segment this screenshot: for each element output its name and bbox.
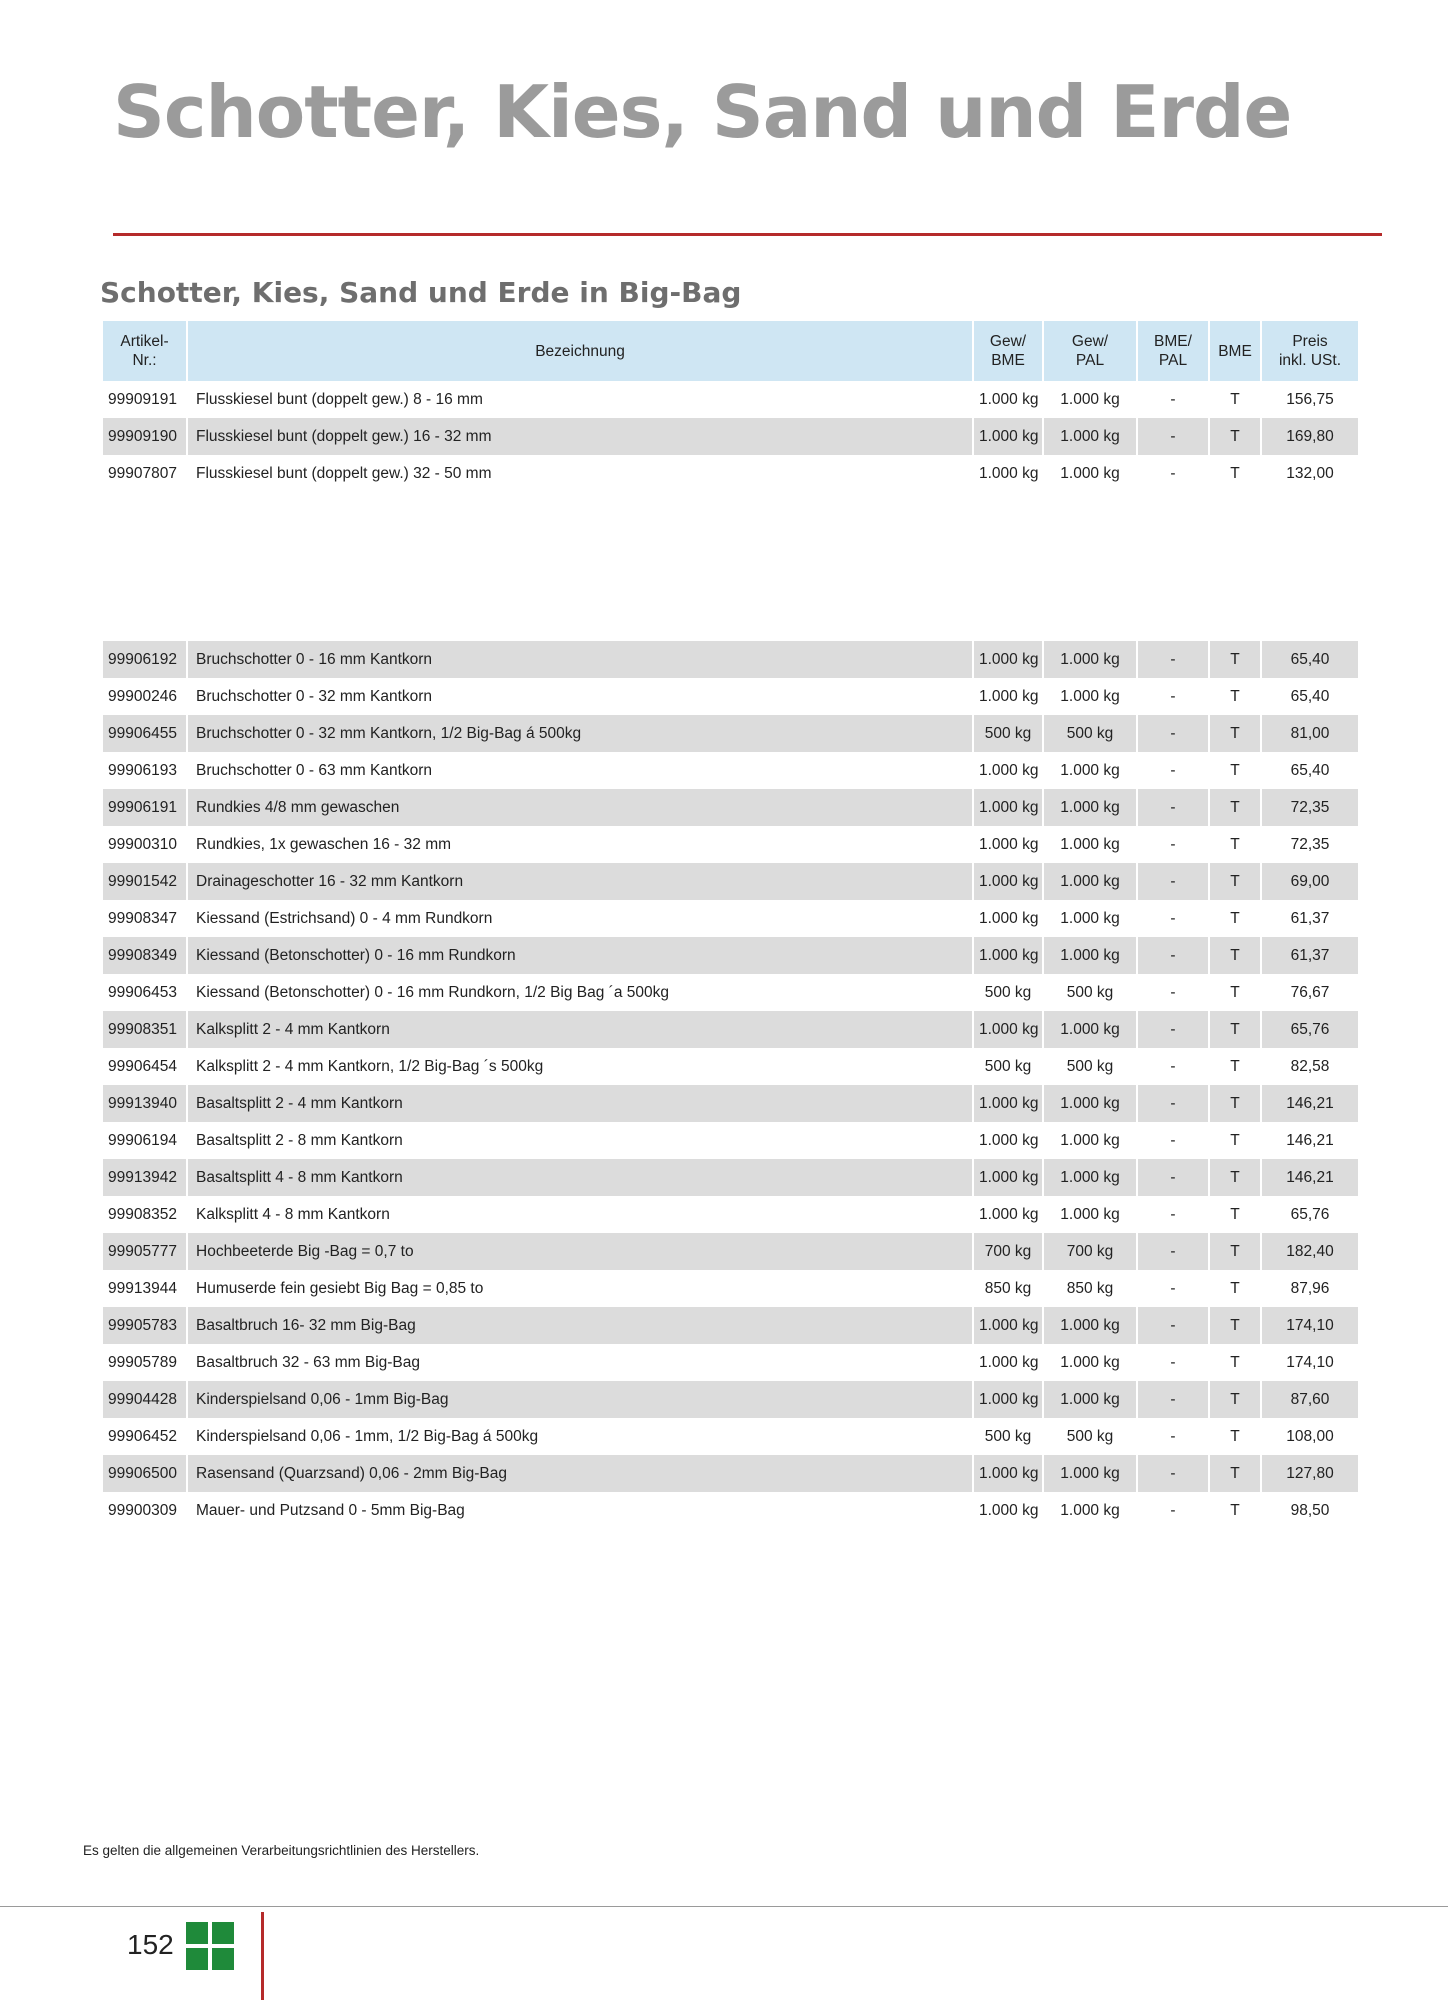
cell-bme: T <box>1209 1381 1261 1418</box>
footer-accent-line <box>261 1912 264 2000</box>
cell-bme: T <box>1209 1085 1261 1122</box>
cell-gew-pal: 500 kg <box>1043 1048 1137 1085</box>
cell-bme: T <box>1209 1270 1261 1307</box>
cell-artikel-nr: 99913944 <box>103 1270 187 1307</box>
cell-gew-bme: 1.000 kg <box>973 1159 1043 1196</box>
cell-bme-pal: - <box>1137 752 1209 789</box>
cell-bezeichnung: Drainageschotter 16 - 32 mm Kantkorn <box>187 863 973 900</box>
cell-preis: 61,37 <box>1261 937 1359 974</box>
footnote: Es gelten die allgemeinen Verarbeitungsrichtlinien des Herstellers. <box>83 1843 480 1858</box>
table-row <box>103 1233 1359 1270</box>
table-row <box>103 1270 1359 1307</box>
table-row <box>103 900 1359 937</box>
cell-preis: 82,58 <box>1261 1048 1359 1085</box>
cell-bezeichnung: Bruchschotter 0 - 32 mm Kantkorn, 1/2 Big-Bag á 500kg <box>187 715 973 752</box>
table-row <box>103 381 1359 418</box>
cell-gew-bme: 1.000 kg <box>973 1344 1043 1381</box>
cell-bezeichnung: Bruchschotter 0 - 16 mm Kantkorn <box>187 641 973 678</box>
cell-artikel-nr: 99908347 <box>103 900 187 937</box>
cell-bme: T <box>1209 1233 1261 1270</box>
cell-bme: T <box>1209 974 1261 1011</box>
cell-gew-bme: 850 kg <box>973 1270 1043 1307</box>
cell-preis: 65,76 <box>1261 1011 1359 1048</box>
cell-artikel-nr: 99905783 <box>103 1307 187 1344</box>
cell-bme-pal: - <box>1137 1344 1209 1381</box>
table-row <box>103 863 1359 900</box>
table-header-row <box>103 321 1359 381</box>
cell-bezeichnung: Kiessand (Betonschotter) 0 - 16 mm Rundkorn, 1/2 Big Bag ´a 500kg <box>187 974 973 1011</box>
cell-bezeichnung: Humuserde fein gesiebt Big Bag = 0,85 to <box>187 1270 973 1307</box>
cell-bezeichnung: Rundkies 4/8 mm gewaschen <box>187 789 973 826</box>
cell-bezeichnung: Bruchschotter 0 - 32 mm Kantkorn <box>187 678 973 715</box>
cell-gew-bme: 1.000 kg <box>973 455 1043 492</box>
cell-bme-pal: - <box>1137 1455 1209 1492</box>
cell-artikel-nr: 99908351 <box>103 1011 187 1048</box>
table-row <box>103 752 1359 789</box>
cell-preis: 87,96 <box>1261 1270 1359 1307</box>
cell-bme-pal: - <box>1137 418 1209 455</box>
cell-bme-pal: - <box>1137 381 1209 418</box>
cell-bme-pal: - <box>1137 641 1209 678</box>
cell-preis: 174,10 <box>1261 1344 1359 1381</box>
table-row <box>103 418 1359 455</box>
cell-preis: 174,10 <box>1261 1307 1359 1344</box>
table-row <box>103 1344 1359 1381</box>
cell-bme-pal: - <box>1137 1307 1209 1344</box>
cell-artikel-nr: 99904428 <box>103 1381 187 1418</box>
table-row <box>103 937 1359 974</box>
table-row <box>103 1418 1359 1455</box>
cell-gew-pal: 1.000 kg <box>1043 381 1137 418</box>
cell-bme: T <box>1209 418 1261 455</box>
cell-gew-pal: 1.000 kg <box>1043 678 1137 715</box>
cell-artikel-nr: 99908349 <box>103 937 187 974</box>
cell-bezeichnung: Basaltsplitt 2 - 4 mm Kantkorn <box>187 1085 973 1122</box>
cell-gew-pal: 1.000 kg <box>1043 752 1137 789</box>
cell-gew-pal: 850 kg <box>1043 1270 1137 1307</box>
cell-bezeichnung: Kiessand (Betonschotter) 0 - 16 mm Rundkorn <box>187 937 973 974</box>
table-row <box>103 1122 1359 1159</box>
table-row <box>103 1455 1359 1492</box>
header-artikel-nr: Artikel- Nr.: <box>103 321 187 381</box>
cell-gew-pal: 1.000 kg <box>1043 1344 1137 1381</box>
cell-bme: T <box>1209 826 1261 863</box>
cell-preis: 169,80 <box>1261 418 1359 455</box>
page-title: Schotter, Kies, Sand und Erde <box>113 70 1292 154</box>
cell-bezeichnung: Flusskiesel bunt (doppelt gew.) 32 - 50 mm <box>187 455 973 492</box>
table-row <box>103 455 1359 492</box>
table-row <box>103 1011 1359 1048</box>
cell-bme: T <box>1209 863 1261 900</box>
cell-preis: 156,75 <box>1261 381 1359 418</box>
cell-bme: T <box>1209 455 1261 492</box>
cell-bme: T <box>1209 752 1261 789</box>
cell-artikel-nr: 99913942 <box>103 1159 187 1196</box>
cell-bme-pal: - <box>1137 1233 1209 1270</box>
cell-gew-bme: 1.000 kg <box>973 1455 1043 1492</box>
header-preis: Preis inkl. USt. <box>1261 321 1359 381</box>
cell-bme-pal: - <box>1137 1381 1209 1418</box>
cell-bme: T <box>1209 900 1261 937</box>
cell-artikel-nr: 99900310 <box>103 826 187 863</box>
cell-bme: T <box>1209 1455 1261 1492</box>
cell-bme: T <box>1209 1048 1261 1085</box>
cell-bezeichnung: Kinderspielsand 0,06 - 1mm Big-Bag <box>187 1381 973 1418</box>
cell-bezeichnung: Rasensand (Quarzsand) 0,06 - 2mm Big-Bag <box>187 1455 973 1492</box>
table-row <box>103 826 1359 863</box>
cell-bme-pal: - <box>1137 974 1209 1011</box>
cell-gew-pal: 1.000 kg <box>1043 1196 1137 1233</box>
cell-artikel-nr: 99906452 <box>103 1418 187 1455</box>
table-row <box>103 1048 1359 1085</box>
cell-bme: T <box>1209 937 1261 974</box>
cell-gew-pal: 500 kg <box>1043 974 1137 1011</box>
section-title: Schotter, Kies, Sand und Erde in Big-Bag <box>100 276 742 309</box>
cell-artikel-nr: 99913940 <box>103 1085 187 1122</box>
table-row <box>103 974 1359 1011</box>
cell-bezeichnung: Basaltbruch 32 - 63 mm Big-Bag <box>187 1344 973 1381</box>
cell-bme-pal: - <box>1137 1011 1209 1048</box>
cell-bme: T <box>1209 1344 1261 1381</box>
cell-bezeichnung: Flusskiesel bunt (doppelt gew.) 8 - 16 mm <box>187 381 973 418</box>
cell-preis: 76,67 <box>1261 974 1359 1011</box>
cell-bme-pal: - <box>1137 1048 1209 1085</box>
cell-artikel-nr: 99905777 <box>103 1233 187 1270</box>
table-row <box>103 1381 1359 1418</box>
cell-gew-pal: 1.000 kg <box>1043 1455 1137 1492</box>
cell-preis: 69,00 <box>1261 863 1359 900</box>
cell-artikel-nr: 99906454 <box>103 1048 187 1085</box>
cell-gew-pal: 500 kg <box>1043 1418 1137 1455</box>
cell-gew-pal: 1.000 kg <box>1043 1011 1137 1048</box>
cell-preis: 87,60 <box>1261 1381 1359 1418</box>
table-row <box>103 1159 1359 1196</box>
cell-bezeichnung: Rundkies, 1x gewaschen 16 - 32 mm <box>187 826 973 863</box>
cell-bme-pal: - <box>1137 1196 1209 1233</box>
table-row <box>103 789 1359 826</box>
cell-preis: 65,40 <box>1261 641 1359 678</box>
cell-bezeichnung: Basaltsplitt 4 - 8 mm Kantkorn <box>187 1159 973 1196</box>
cell-preis: 81,00 <box>1261 715 1359 752</box>
cell-gew-bme: 1.000 kg <box>973 826 1043 863</box>
product-table-flusskiesel <box>103 321 1360 492</box>
table-row <box>103 1307 1359 1344</box>
cell-bezeichnung: Bruchschotter 0 - 63 mm Kantkorn <box>187 752 973 789</box>
cell-preis: 65,76 <box>1261 1196 1359 1233</box>
cell-artikel-nr: 99906453 <box>103 974 187 1011</box>
cell-gew-bme: 1.000 kg <box>973 752 1043 789</box>
cell-bme-pal: - <box>1137 1418 1209 1455</box>
cell-bezeichnung: Basaltsplitt 2 - 8 mm Kantkorn <box>187 1122 973 1159</box>
header-bme: BME <box>1209 321 1261 381</box>
table-row <box>103 1196 1359 1233</box>
cell-preis: 146,21 <box>1261 1122 1359 1159</box>
title-divider <box>113 233 1382 236</box>
cell-artikel-nr: 99906192 <box>103 641 187 678</box>
cell-bme-pal: - <box>1137 1270 1209 1307</box>
cell-gew-bme: 1.000 kg <box>973 1085 1043 1122</box>
cell-preis: 127,80 <box>1261 1455 1359 1492</box>
header-gew-bme: Gew/ BME <box>973 321 1043 381</box>
cell-bme-pal: - <box>1137 715 1209 752</box>
cell-bezeichnung: Kiessand (Estrichsand) 0 - 4 mm Rundkorn <box>187 900 973 937</box>
cell-bme-pal: - <box>1137 1085 1209 1122</box>
cell-gew-bme: 1.000 kg <box>973 1307 1043 1344</box>
table-row <box>103 1085 1359 1122</box>
cell-artikel-nr: 99905789 <box>103 1344 187 1381</box>
cell-bme-pal: - <box>1137 937 1209 974</box>
cell-gew-bme: 1.000 kg <box>973 641 1043 678</box>
cell-gew-bme: 1.000 kg <box>973 1381 1043 1418</box>
cell-gew-bme: 500 kg <box>973 715 1043 752</box>
cell-artikel-nr: 99906193 <box>103 752 187 789</box>
cell-bezeichnung: Hochbeeterde Big -Bag = 0,7 to <box>187 1233 973 1270</box>
cell-bme-pal: - <box>1137 1492 1209 1529</box>
table-row <box>103 715 1359 752</box>
cell-gew-bme: 1.000 kg <box>973 900 1043 937</box>
cell-gew-pal: 1.000 kg <box>1043 789 1137 826</box>
cell-gew-bme: 500 kg <box>973 1048 1043 1085</box>
cell-bme: T <box>1209 1307 1261 1344</box>
cell-artikel-nr: 99909191 <box>103 381 187 418</box>
cell-artikel-nr: 99901542 <box>103 863 187 900</box>
cell-gew-bme: 500 kg <box>973 974 1043 1011</box>
cell-gew-pal: 1.000 kg <box>1043 1492 1137 1529</box>
brand-logo-icon <box>186 1922 234 1970</box>
cell-gew-bme: 1.000 kg <box>973 1196 1043 1233</box>
cell-gew-pal: 500 kg <box>1043 715 1137 752</box>
cell-bme: T <box>1209 1159 1261 1196</box>
cell-gew-pal: 1.000 kg <box>1043 1159 1137 1196</box>
cell-preis: 98,50 <box>1261 1492 1359 1529</box>
cell-preis: 61,37 <box>1261 900 1359 937</box>
header-bme-pal: BME/ PAL <box>1137 321 1209 381</box>
cell-artikel-nr: 99908352 <box>103 1196 187 1233</box>
cell-gew-bme: 1.000 kg <box>973 418 1043 455</box>
cell-gew-pal: 1.000 kg <box>1043 1122 1137 1159</box>
cell-bezeichnung: Basaltbruch 16- 32 mm Big-Bag <box>187 1307 973 1344</box>
cell-gew-bme: 500 kg <box>973 1418 1043 1455</box>
cell-gew-bme: 1.000 kg <box>973 1122 1043 1159</box>
cell-artikel-nr: 99906455 <box>103 715 187 752</box>
header-gew-pal: Gew/ PAL <box>1043 321 1137 381</box>
cell-preis: 182,40 <box>1261 1233 1359 1270</box>
cell-gew-pal: 1.000 kg <box>1043 826 1137 863</box>
cell-gew-pal: 1.000 kg <box>1043 900 1137 937</box>
footer-divider <box>0 1906 1448 1907</box>
cell-gew-bme: 1.000 kg <box>973 381 1043 418</box>
cell-bezeichnung: Flusskiesel bunt (doppelt gew.) 16 - 32 mm <box>187 418 973 455</box>
cell-gew-pal: 1.000 kg <box>1043 1381 1137 1418</box>
table-row <box>103 1492 1359 1529</box>
cell-bme: T <box>1209 715 1261 752</box>
cell-bme: T <box>1209 1418 1261 1455</box>
cell-artikel-nr: 99906191 <box>103 789 187 826</box>
cell-gew-pal: 700 kg <box>1043 1233 1137 1270</box>
cell-bme-pal: - <box>1137 678 1209 715</box>
cell-gew-bme: 700 kg <box>973 1233 1043 1270</box>
cell-gew-bme: 1.000 kg <box>973 937 1043 974</box>
cell-preis: 108,00 <box>1261 1418 1359 1455</box>
cell-gew-pal: 1.000 kg <box>1043 1085 1137 1122</box>
cell-preis: 132,00 <box>1261 455 1359 492</box>
cell-bme-pal: - <box>1137 455 1209 492</box>
cell-bezeichnung: Kalksplitt 2 - 4 mm Kantkorn, 1/2 Big-Bag ´s 500kg <box>187 1048 973 1085</box>
cell-bme: T <box>1209 1492 1261 1529</box>
cell-bme-pal: - <box>1137 1159 1209 1196</box>
cell-bezeichnung: Kalksplitt 4 - 8 mm Kantkorn <box>187 1196 973 1233</box>
cell-bme-pal: - <box>1137 863 1209 900</box>
cell-preis: 146,21 <box>1261 1159 1359 1196</box>
cell-gew-bme: 1.000 kg <box>973 1492 1043 1529</box>
cell-bme-pal: - <box>1137 826 1209 863</box>
cell-bme: T <box>1209 678 1261 715</box>
page-number: 152 <box>127 1929 174 1960</box>
cell-bezeichnung: Kalksplitt 2 - 4 mm Kantkorn <box>187 1011 973 1048</box>
cell-gew-bme: 1.000 kg <box>973 678 1043 715</box>
header-bezeichnung: Bezeichnung <box>187 321 973 381</box>
cell-gew-bme: 1.000 kg <box>973 1011 1043 1048</box>
cell-preis: 72,35 <box>1261 826 1359 863</box>
cell-bme-pal: - <box>1137 1122 1209 1159</box>
cell-artikel-nr: 99906500 <box>103 1455 187 1492</box>
cell-bme: T <box>1209 1196 1261 1233</box>
cell-preis: 65,40 <box>1261 752 1359 789</box>
cell-bme: T <box>1209 789 1261 826</box>
cell-gew-pal: 1.000 kg <box>1043 418 1137 455</box>
cell-gew-pal: 1.000 kg <box>1043 863 1137 900</box>
cell-bme-pal: - <box>1137 789 1209 826</box>
cell-bezeichnung: Mauer- und Putzsand 0 - 5mm Big-Bag <box>187 1492 973 1529</box>
cell-gew-pal: 1.000 kg <box>1043 641 1137 678</box>
cell-gew-pal: 1.000 kg <box>1043 455 1137 492</box>
cell-bezeichnung: Kinderspielsand 0,06 - 1mm, 1/2 Big-Bag á 500kg <box>187 1418 973 1455</box>
cell-gew-pal: 1.000 kg <box>1043 937 1137 974</box>
cell-gew-bme: 1.000 kg <box>973 789 1043 826</box>
cell-artikel-nr: 99906194 <box>103 1122 187 1159</box>
cell-preis: 72,35 <box>1261 789 1359 826</box>
cell-bme: T <box>1209 641 1261 678</box>
cell-gew-bme: 1.000 kg <box>973 863 1043 900</box>
cell-gew-pal: 1.000 kg <box>1043 1307 1137 1344</box>
cell-bme: T <box>1209 1122 1261 1159</box>
cell-bme-pal: - <box>1137 900 1209 937</box>
cell-artikel-nr: 99900309 <box>103 1492 187 1529</box>
cell-bme: T <box>1209 381 1261 418</box>
cell-artikel-nr: 99900246 <box>103 678 187 715</box>
cell-preis: 146,21 <box>1261 1085 1359 1122</box>
cell-preis: 65,40 <box>1261 678 1359 715</box>
cell-artikel-nr: 99907807 <box>103 455 187 492</box>
cell-artikel-nr: 99909190 <box>103 418 187 455</box>
table-row <box>103 678 1359 715</box>
cell-bme: T <box>1209 1011 1261 1048</box>
product-table-schotter-sand <box>103 641 1360 1529</box>
table-row <box>103 641 1359 678</box>
